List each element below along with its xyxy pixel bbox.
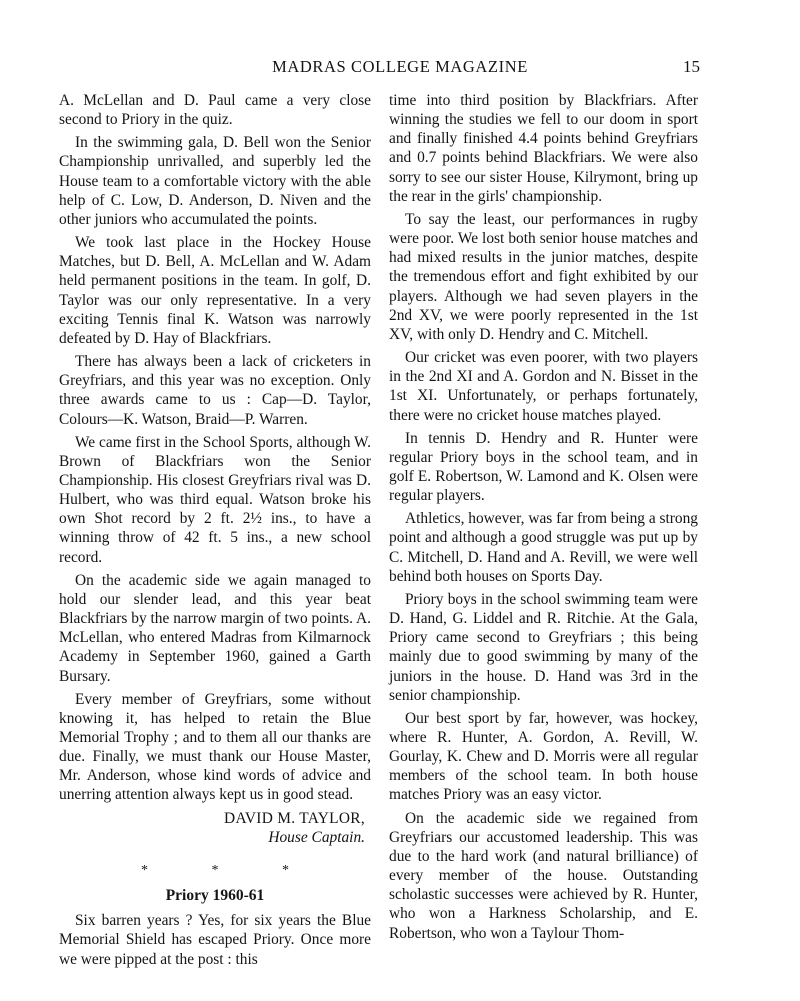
- paragraph: There has always been a lack of cricketers in Greyfriars, and this year was no exception. Only three awards came to us : Cap—D. Taylor, Colours—K. Watson, Braid—P. Warren.: [59, 353, 371, 428]
- paragraph: Priory boys in the school swimming team were D. Hand, G. Liddel and R. Ritchie. At the Gala, Priory came second to Greyfriars ; this being mainly due to good swimming by many of the juniors in the house. D. Hand was 3rd in the senior championship.: [389, 590, 698, 704]
- paragraph: We took last place in the Hockey House Matches, but D. Bell, A. McLellan and W. Adam held permanent positions in the team. In golf, D. Taylor was our only representative. In a very exciting Tennis final K. Watson was narrowly defeated by D. Hay of Blackfriars.: [59, 234, 371, 347]
- paragraph: In tennis D. Hendry and R. Hunter were regular Priory boys in the school team, and in golf E. Robertson, W. Lamond and K. Olsen were regular players.: [389, 429, 698, 505]
- right-column: [389, 91, 698, 947]
- paragraph: On the academic side we again managed to hold our slender lead, and this year beat Blackfriars by the narrow margin of two points. A. McLellan, who entered Madras from Kilmarnock Academy in September 1960, gained a Garth Bursary.: [59, 571, 371, 685]
- paragraph: On the academic side we regained from Greyfriars our accustomed leadership. This was due to the hard work (and natural brilliance) of every member of the house. Outstanding scholastic successes were achieved by R. Hunter, who won a Harkness Scholarship, and E. Robertson, who won a Taylour Thom-: [389, 809, 698, 942]
- signature-name: DAVID M. TAYLOR,: [224, 809, 365, 827]
- paragraph: In the swimming gala, D. Bell won the Senior Championship unrivalled, and superbly led the House team to a comfortable victory with the able help of C. Low, D. Anderson, D. Niven and the other juniors who accumulated the points.: [59, 134, 371, 228]
- signature-block: [59, 809, 371, 847]
- paragraph: To say the least, our performances in rugby were poor. We lost both senior house matches and had mixed results in the junior matches, despite the tremendous effort and fight exhibited by our players. Although we had seven players in the 2nd XV, we were poorly represented in the 1st XV, with only D. Hendry and C. Mitchell.: [389, 210, 698, 343]
- paragraph: Every member of Greyfriars, some without knowing it, has helped to retain the Blue Memorial Trophy ; and to them all our thanks are due. Finally, we must thank our House Master, Mr. Anderson, whose kind words of advice and unerring attention always kept us in good stead.: [59, 690, 371, 804]
- paragraph: Our cricket was even poorer, with two players in the 2nd XI and A. Gordon and N. Bisset in the 1st XI. Unfortunately, or perhaps fortunately, there were no cricket house matches played.: [389, 349, 698, 424]
- paragraph: time into third position by Blackfriars. After winning the studies we fell to our doom in sport and finally finished 4.4 points behind Greyfriars and 0.7 points behind Blackfriars. We were also sorry to see our sister House, Kilrymont, bring up the rear in the girls' championship.: [389, 92, 698, 205]
- running-head: [0, 57, 800, 81]
- left-column: [59, 91, 371, 973]
- section-separator: * * *: [141, 862, 319, 878]
- paragraph: Our best sport by far, however, was hockey, where R. Hunter, A. Gordon, A. Revill, W. Gourlay, K. Chew and D. Morris were all regular members of the school team. In both house matches Priory was an easy victor.: [389, 709, 698, 804]
- section-heading: Priory 1960-61: [165, 887, 265, 905]
- magazine-title: MADRAS COLLEGE MAGAZINE: [272, 57, 528, 76]
- paragraph: A. McLellan and D. Paul came a very close second to Priory in the quiz.: [59, 92, 371, 129]
- paragraph: Athletics, however, was far from being a strong point and although a good struggle was put up by C. Mitchell, D. Hand and A. Revill, we were well behind both houses on Sports Day.: [389, 510, 699, 585]
- signature-role: House Captain.: [268, 828, 365, 846]
- paragraph: Six barren years ? Yes, for six years the Blue Memorial Shield has escaped Priory. Once more we were pipped at the post : this: [59, 912, 371, 968]
- page-number: 15: [683, 57, 700, 76]
- paragraph: We came first in the School Sports, although W. Brown of Blackfriars won the Senior Championship. His closest Greyfriars rival was D. Hulbert, who was third equal. Watson broke his own Shot record by 2 ft. 2½ ins., to have a winning throw of 42 ft. 5 ins., a new school record.: [59, 433, 371, 566]
